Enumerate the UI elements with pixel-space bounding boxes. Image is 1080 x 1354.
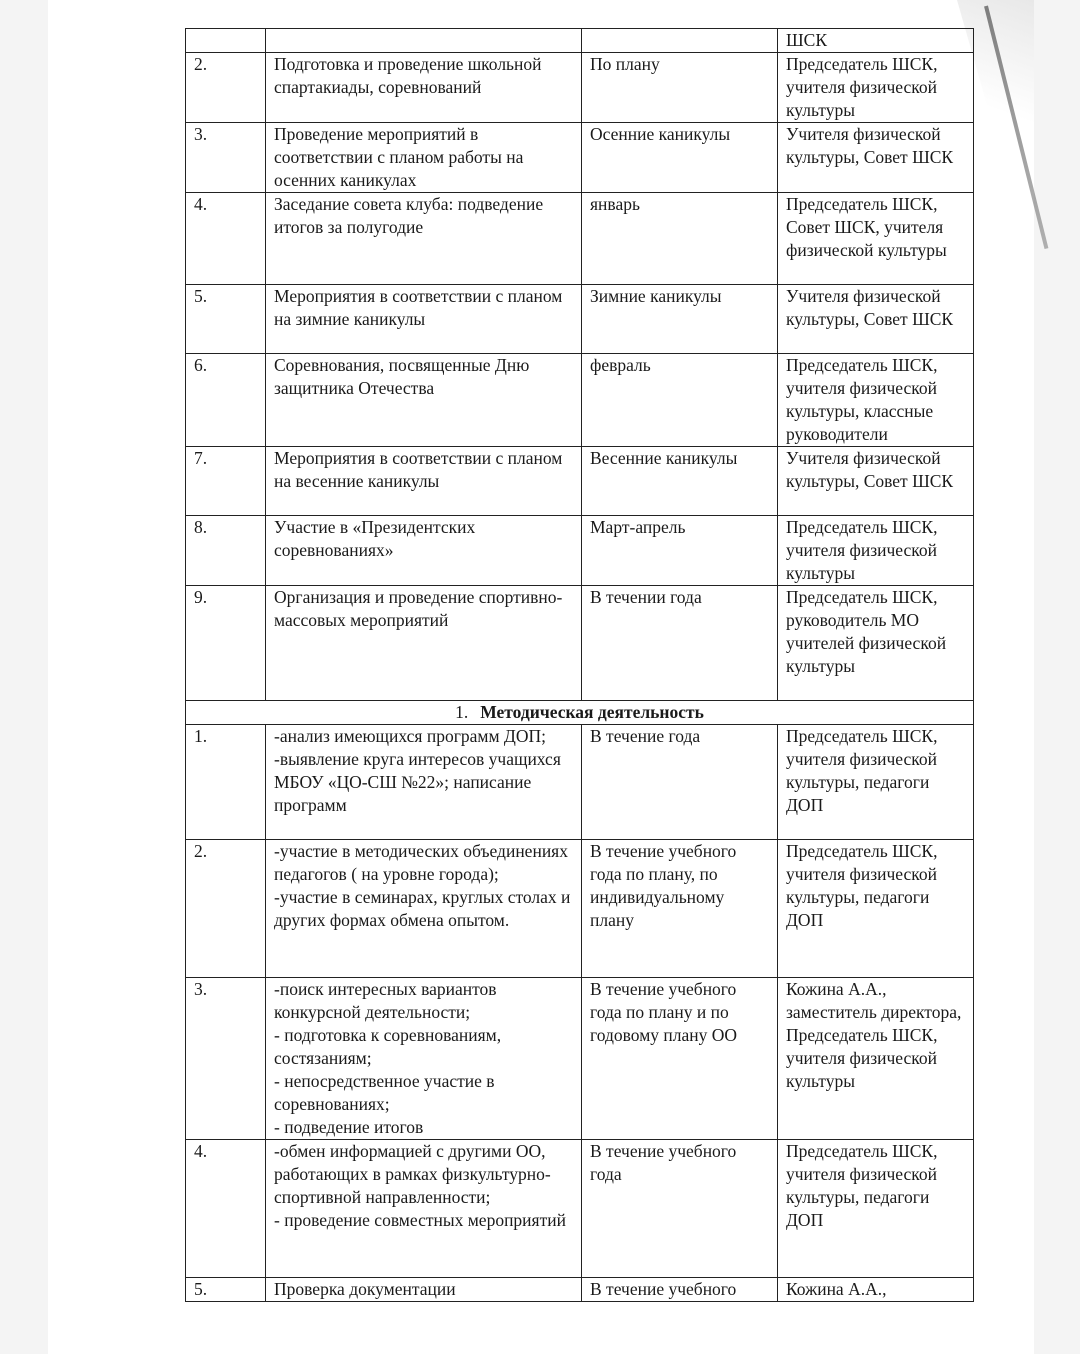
section-header-cell xyxy=(186,701,974,725)
cell-when: В течении года xyxy=(582,586,778,701)
cell-number: 8. xyxy=(186,516,266,586)
cell-event: Соревнования, посвященные Дню защитника Отечества xyxy=(266,354,582,447)
cell-number: 5. xyxy=(186,285,266,354)
table-row xyxy=(186,586,974,701)
activity-plan-table xyxy=(185,28,974,1302)
cell-event: Мероприятия в соответствии с планом на зимние каникулы xyxy=(266,285,582,354)
table-row xyxy=(186,1278,974,1302)
table-body xyxy=(186,29,974,1302)
cell-number: 3. xyxy=(186,978,266,1140)
table-row xyxy=(186,354,974,447)
cell-when: В течение года xyxy=(582,725,778,840)
cell-when: В течение учебного xyxy=(582,1278,778,1302)
cell-number xyxy=(186,29,266,53)
cell-number: 1. xyxy=(186,725,266,840)
cell-responsible: Председатель ШСК, учителя физической культуры xyxy=(778,516,974,586)
cell-responsible: Председатель ШСК, руководитель МО учителей физической культуры xyxy=(778,586,974,701)
cell-responsible: Председатель ШСК, учителя физической культуры, педагоги ДОП xyxy=(778,1140,974,1278)
cell-when: По плану xyxy=(582,53,778,123)
cell-responsible: Председатель ШСК, учителя физической культуры xyxy=(778,53,974,123)
cell-when: Осенние каникулы xyxy=(582,123,778,193)
table-row xyxy=(186,447,974,516)
section-number: 1. xyxy=(455,702,469,722)
cell-event: -участие в методических объединениях педагогов ( на уровне города); -участие в семинарах, круглых столах и других формах обмена опытом. xyxy=(266,840,582,978)
cell-when: Весенние каникулы xyxy=(582,447,778,516)
table-row xyxy=(186,978,974,1140)
cell-event: -поиск интересных вариантов конкурсной деятельности; - подготовка к соревнованиям, состязаниям; - непосредственное участие в соревнованиях; - подведение итогов xyxy=(266,978,582,1140)
cell-responsible: Председатель ШСК, учителя физической культуры, классные руководители xyxy=(778,354,974,447)
cell-event: Мероприятия в соответствии с планом на весенние каникулы xyxy=(266,447,582,516)
cell-responsible: Учителя физической культуры, Совет ШСК xyxy=(778,285,974,354)
cell-responsible: Учителя физической культуры, Совет ШСК xyxy=(778,123,974,193)
table-row xyxy=(186,1140,974,1278)
cell-when: Март-апрель xyxy=(582,516,778,586)
table-row xyxy=(186,29,974,53)
cell-number: 5. xyxy=(186,1278,266,1302)
document-page xyxy=(48,0,1034,1354)
cell-number: 6. xyxy=(186,354,266,447)
cell-when: январь xyxy=(582,193,778,285)
cell-event: Организация и проведение спортивно-массовых мероприятий xyxy=(266,586,582,701)
cell-number: 4. xyxy=(186,1140,266,1278)
cell-when: В течение учебного года по плану, по индивидуальному плану xyxy=(582,840,778,978)
cell-event: Проведение мероприятий в соответствии с планом работы на осенних каникулах xyxy=(266,123,582,193)
table-row xyxy=(186,53,974,123)
cell-when: Зимние каникулы xyxy=(582,285,778,354)
cell-responsible: Председатель ШСК, Совет ШСК, учителя физической культуры xyxy=(778,193,974,285)
table-row xyxy=(186,516,974,586)
table-row xyxy=(186,285,974,354)
cell-number: 2. xyxy=(186,53,266,123)
cell-when xyxy=(582,29,778,53)
cell-event: Заседание совета клуба: подведение итогов за полугодие xyxy=(266,193,582,285)
cell-event: Проверка документации xyxy=(266,1278,582,1302)
cell-number: 3. xyxy=(186,123,266,193)
section-title: Методическая деятельность xyxy=(480,702,704,722)
cell-event: -обмен информацией с другими ОО, работающих в рамках физкультурно-спортивной направленности; - проведение совместных мероприятий xyxy=(266,1140,582,1278)
cell-when: В течение учебного года по плану и по годовому плану ОО xyxy=(582,978,778,1140)
cell-responsible: Кожина А.А., заместитель директора, Председатель ШСК, учителя физической культуры xyxy=(778,978,974,1140)
table-row xyxy=(186,193,974,285)
cell-responsible: Учителя физической культуры, Совет ШСК xyxy=(778,447,974,516)
cell-number: 9. xyxy=(186,586,266,701)
cell-number: 4. xyxy=(186,193,266,285)
cell-event xyxy=(266,29,582,53)
cell-when: В течение учебного года xyxy=(582,1140,778,1278)
cell-responsible: Председатель ШСК, учителя физической культуры, педагоги ДОП xyxy=(778,725,974,840)
cell-responsible: Председатель ШСК, учителя физической культуры, педагоги ДОП xyxy=(778,840,974,978)
cell-number: 2. xyxy=(186,840,266,978)
cell-event: -анализ имеющихся программ ДОП; -выявление круга интересов учащихся МБОУ «ЦО-СШ №22»; написание программ xyxy=(266,725,582,840)
cell-responsible: Кожина А.А., xyxy=(778,1278,974,1302)
table-row xyxy=(186,725,974,840)
cell-when: февраль xyxy=(582,354,778,447)
section-header-row xyxy=(186,701,974,725)
cell-responsible: ШСК xyxy=(778,29,974,53)
table-row xyxy=(186,123,974,193)
cell-number: 7. xyxy=(186,447,266,516)
cell-event: Подготовка и проведение школьной спартакиады, соревнований xyxy=(266,53,582,123)
table-row xyxy=(186,840,974,978)
cell-event: Участие в «Президентских соревнованиях» xyxy=(266,516,582,586)
